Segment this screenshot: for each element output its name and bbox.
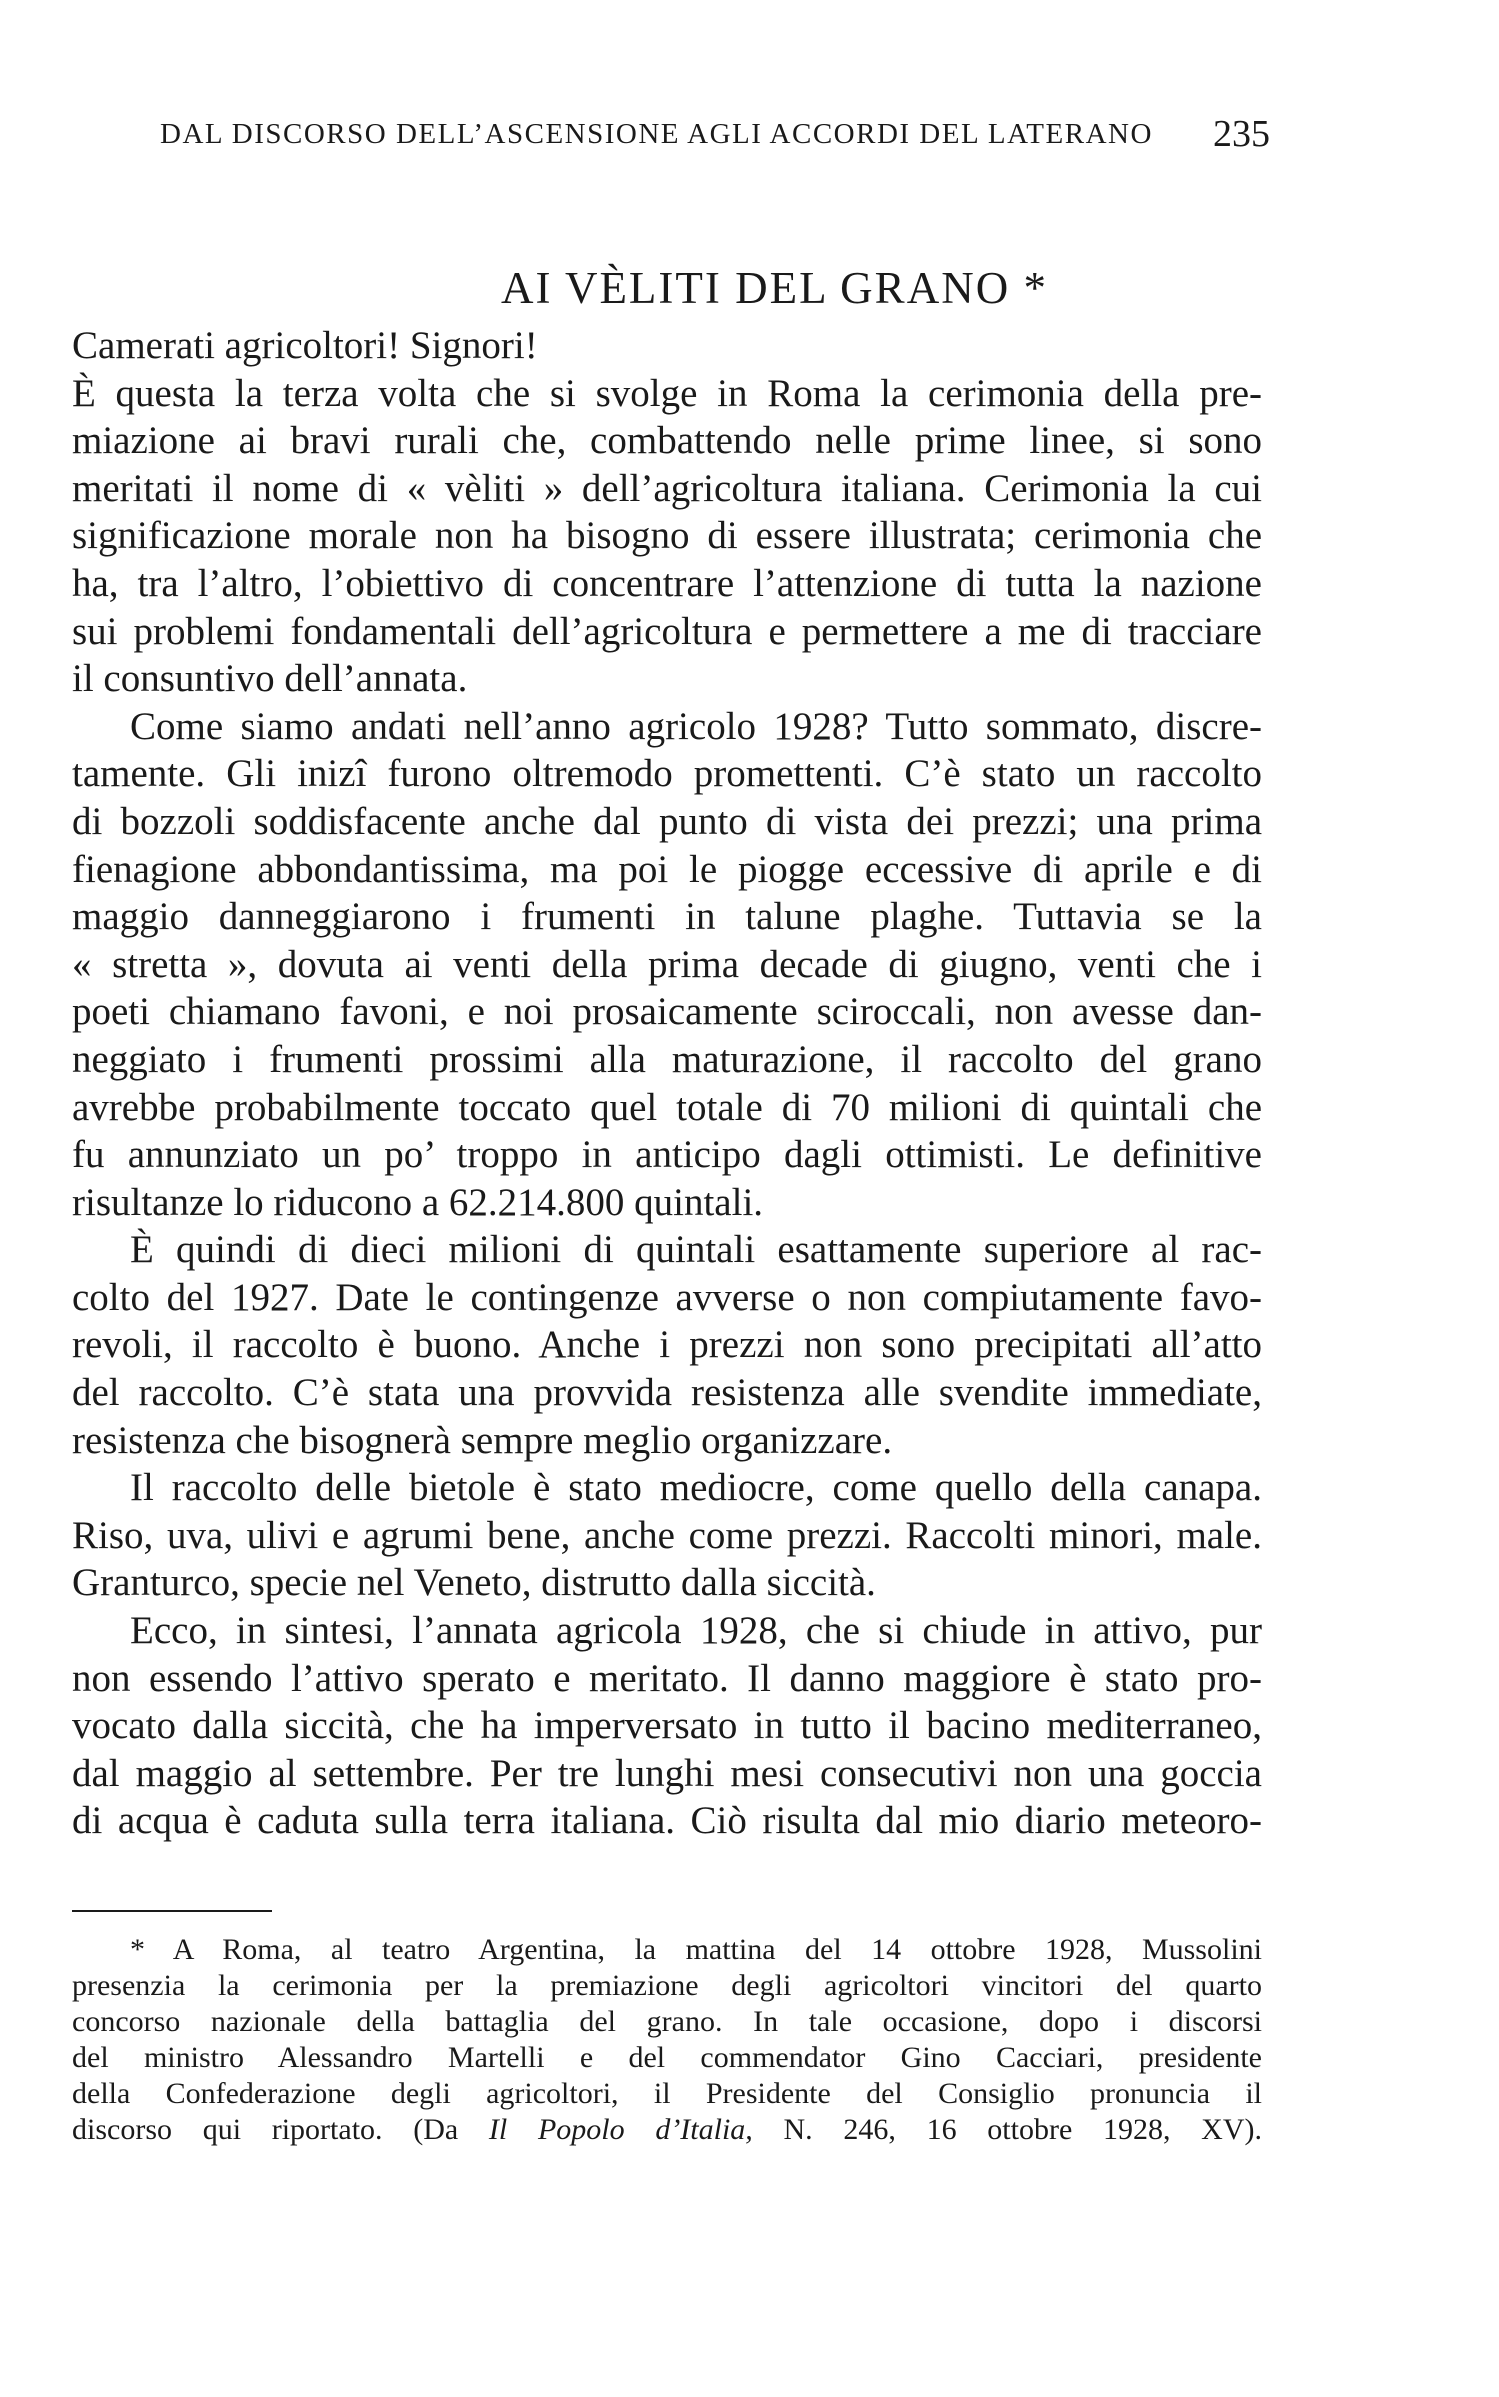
body-line: di bozzoli soddisfacente anche dal punto di vista dei prezzi; una prima [72,799,1262,843]
body-line: È quindi di dieci milioni di quintali esattamente superiore al rac- [130,1228,1262,1272]
body-line: revoli, il raccolto è buono. Anche i prezzi non sono precipitati all’atto [72,1323,1262,1367]
body-line: miazione ai bravi rurali che, combattendo nelle prime linee, si sono [72,419,1262,463]
body-line: avrebbe probabilmente toccato quel totale di 70 milioni di quintali che [72,1085,1262,1129]
footnote-rule [72,1910,272,1912]
body-line: tamente. Gli inizî furono oltremodo promettenti. C’è stato un raccolto [72,752,1262,796]
body-line: resistenza che bisognerà sempre meglio organizzare. [72,1418,893,1462]
footnote-line: del ministro Alessandro Martelli e del commendator Gino Cacciari, presidente [72,2041,1262,2074]
newspaper-title: Il Popolo d’Italia, [488,2113,753,2146]
chapter-title: AI VÈLITI DEL GRANO * [501,263,1048,313]
body-line: il consuntivo dell’annata. [72,657,468,701]
running-head [160,113,1270,155]
body-line: maggio danneggiarono i frumenti in talune plaghe. Tuttavia se la [72,895,1262,939]
body-line: dal maggio al settembre. Per tre lunghi mesi consecutivi non una goccia [72,1751,1262,1795]
body-line: fienagione abbondantissima, ma poi le piogge eccessive di aprile e di [72,847,1262,891]
footnote-line: concorso nazionale della battaglia del grano. In tale occasione, dopo i discorsi [72,2005,1262,2038]
body-line: Il raccolto delle bietole è stato mediocre, come quello della canapa. [130,1466,1262,1510]
body-line: ha, tra l’altro, l’obiettivo di concentrare l’attenzione di tutta la nazione [72,561,1262,605]
footnote-text: discorso qui riportato. (Da [72,2113,489,2146]
body-line: significazione morale non ha bisogno di essere illustrata; cerimonia che [72,514,1262,558]
page-number: 235 [1213,113,1270,155]
body-line: « stretta », dovuta ai venti della prima decade di giugno, venti che i [72,942,1262,986]
body-line: Ecco, in sintesi, l’annata agricola 1928, che si chiude in attivo, pur [130,1609,1262,1653]
body-line: risultanze lo riducono a 62.214.800 quintali. [72,1180,764,1224]
body-line: fu annunziato un po’ troppo in anticipo dagli ottimisti. Le definitive [72,1133,1262,1177]
body-line: neggiato i frumenti prossimi alla maturazione, il raccolto del grano [72,1037,1262,1081]
body-line: non essendo l’attivo sperato e meritato. Il danno maggiore è stato pro- [72,1656,1262,1700]
body-line: sui problemi fondamentali dell’agricoltura e permettere a me di tracciare [72,609,1262,653]
footnote-text: N. 246, 16 ottobre 1928, XV). [752,2113,1262,2146]
running-head-title: DAL DISCORSO DELL’ASCENSIONE AGLI ACCORDI DEL LATERANO [160,118,1153,150]
body-line: di acqua è caduta sulla terra italiana. Ciò risulta dal mio diario meteoro- [72,1799,1262,1843]
body-line: Camerati agricoltori! Signori! [72,324,538,367]
footnote [72,1932,1262,2148]
body-line: del raccolto. C’è stata una provvida resistenza alle svendite immediate, [72,1371,1262,1415]
footnote-line-last [72,2112,1262,2148]
body-line: Granturco, specie nel Veneto, distrutto dalla siccità. [72,1561,876,1605]
body-line: meritati il nome di « vèliti » dell’agricoltura italiana. Cerimonia la cui [72,466,1262,510]
footnote-line: della Confederazione degli agricoltori, il Presidente del Consiglio pronuncia il [72,2077,1262,2110]
body-line: vocato dalla siccità, che ha imperversato in tutto il bacino mediterraneo, [72,1704,1262,1748]
body-text [72,322,1262,1845]
body-line: colto del 1927. Date le contingenze avverse o non compiutamente favo- [72,1275,1262,1319]
body-line: Riso, uva, ulivi e agrumi bene, anche come prezzi. Raccolti minori, male. [72,1513,1262,1557]
body-line: poeti chiamano favoni, e noi prosaicamente sciroccali, non avesse dan- [72,990,1262,1034]
body-line: È questa la terza volta che si svolge in Roma la cerimonia della pre- [72,371,1262,415]
body-line: Come siamo andati nell’anno agricolo 1928? Tutto sommato, discre- [130,704,1262,748]
footnote-line: presenzia la cerimonia per la premiazione degli agricoltori vincitori del quarto [72,1969,1262,2002]
footnote-line: * A Roma, al teatro Argentina, la mattina del 14 ottobre 1928, Mussolini [130,1933,1262,1966]
